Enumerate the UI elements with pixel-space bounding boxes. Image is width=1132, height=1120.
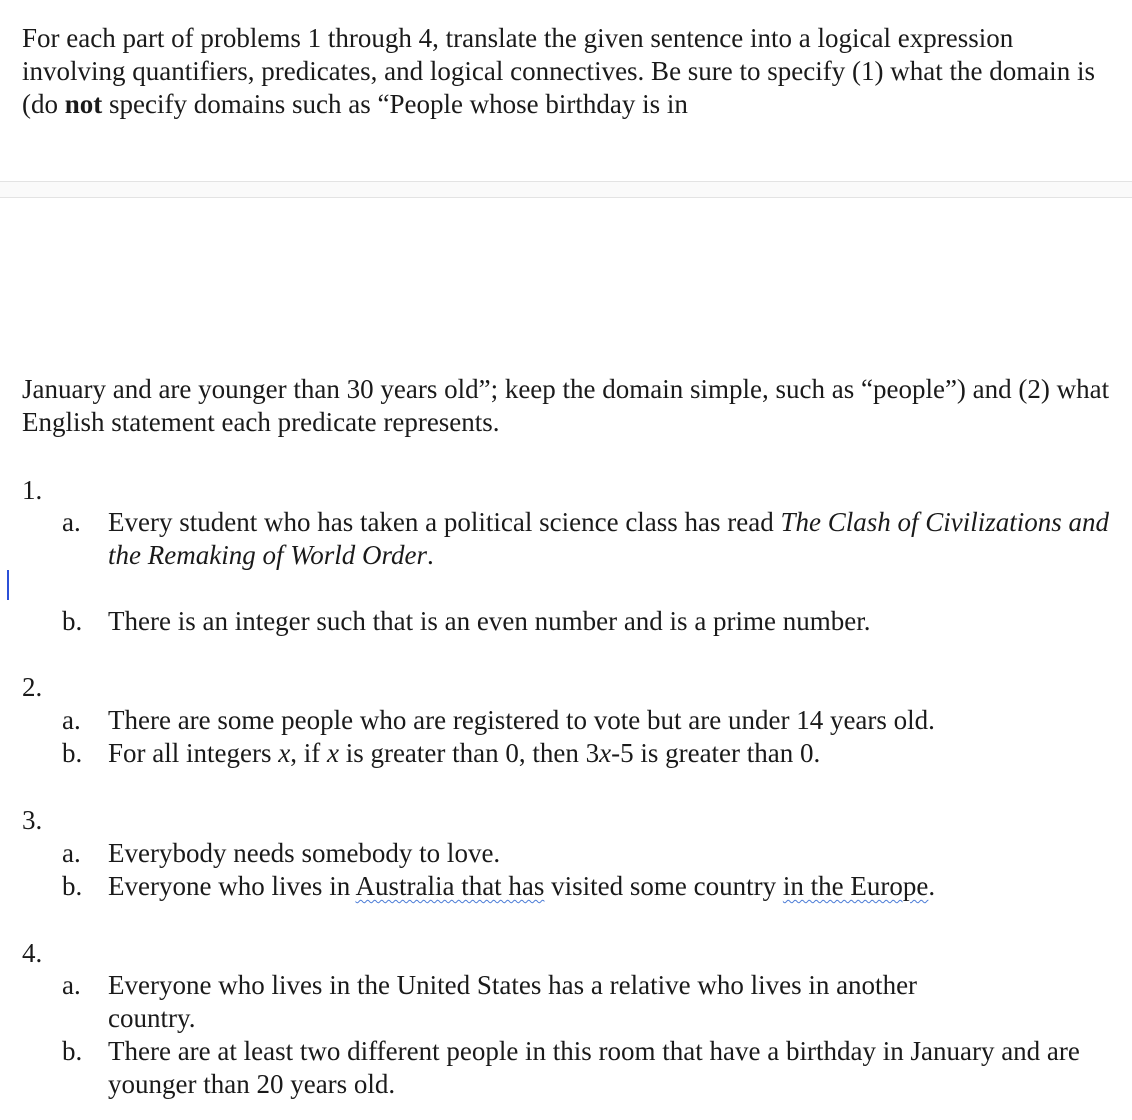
book-title: The Clash of Civilizations and the Remaking of World Order [108,507,1110,570]
problem-1a [62,506,1122,572]
instructions-paragraph-top [22,22,1112,121]
problem-2a [62,704,1122,737]
part-label: a. [62,970,81,1000]
problem-number-4: 4. [22,938,43,968]
problem-4b-text: There are at least two different people in this room that have a birthday in January and are younger than 20 years old. [108,1036,1080,1099]
instructions-text-cont: specify domains such as “People whose birthday is in [102,89,688,119]
page-break-divider [0,181,1132,198]
instructions-text: For each part of problems 1 through 4, translate the given sentence into a logical expression involving quantifiers, predicates, and logical connectives. Be sure to specify (1) what the domain is (do [22,23,1095,119]
part-label: a. [62,507,81,537]
problem-3a-text: Everybody needs somebody to love. [108,838,501,868]
problem-2b-text: For all integers x, if x is greater than 0, then 3x-5 is greater than 0. [108,738,821,768]
problem-4a [62,969,942,1035]
part-label: b. [62,1036,83,1066]
grammar-flag[interactable]: in the Europe [782,871,929,901]
problem-1a-text: Every student who has taken a political science class has read The Clash of Civilizations and the Remaking of World Order. [108,507,1110,570]
problem-2b [62,737,1122,770]
problem-1b [62,605,1122,638]
grammar-flag[interactable]: Australia that has [355,871,545,901]
part-label: a. [62,705,81,735]
problem-4a-text: Everyone who lives in the United States has a relative who lives in another country. [108,970,918,1033]
part-label: b. [62,738,83,768]
problem-3b-text: Everyone who lives in Australia that has visited some country in the Europe. [108,871,936,901]
part-label: b. [62,871,83,901]
problem-number-3: 3. [22,805,43,835]
problem-number-1: 1. [22,475,43,505]
text-cursor [7,570,9,600]
problem-1b-text: There is an integer such that is an even number and is a prime number. [108,606,871,636]
problem-2a-text: There are some people who are registered to vote but are under 14 years old. [108,705,935,735]
bold-not: not [64,89,103,119]
part-label: b. [62,606,83,636]
problem-3b [62,870,1122,903]
problem-3a [62,837,1122,870]
problem-4b [62,1035,1122,1101]
part-label: a. [62,838,81,868]
instructions-text-end: January and are younger than 30 years old”; keep the domain simple, such as “people”) and (2) what English statement each predicate represents. [22,374,1110,437]
instructions-paragraph-bottom [22,373,1112,439]
problem-number-2: 2. [22,672,43,702]
